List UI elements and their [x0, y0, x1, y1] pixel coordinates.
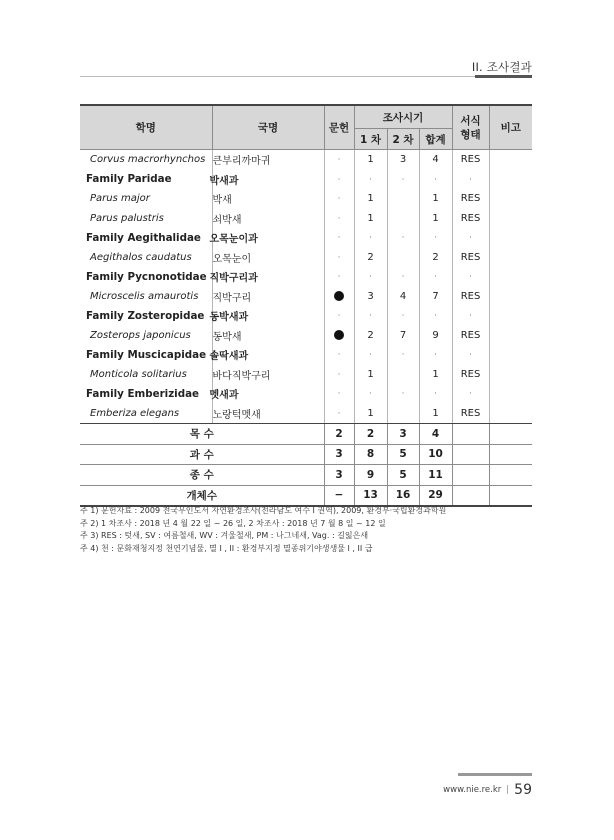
korean-name-cell [209, 267, 324, 287]
survey1-cell [354, 326, 387, 346]
scientific-name-cell [80, 248, 212, 268]
total-cell [419, 189, 452, 209]
total-cell-text: · [434, 311, 437, 322]
scientific-name-cell-text: Aegithalos caudatus [90, 251, 192, 263]
habitat-cell [452, 404, 489, 424]
korean-name-cell-text: 멧새과 [209, 390, 239, 402]
survey2-cell-text: 7 [399, 329, 407, 341]
total-cell [419, 306, 452, 326]
survey1-cell [354, 384, 387, 404]
habitat-cell [452, 209, 489, 229]
literature-cell-text: · [337, 155, 341, 166]
korean-name-cell [212, 326, 324, 346]
summary-total-cell: 11 [419, 465, 452, 486]
habitat-cell [452, 326, 489, 346]
footer-url: www.nie.re.kr [443, 785, 502, 795]
habitat-cell [452, 150, 489, 170]
total-cell [419, 326, 452, 346]
total-cell [419, 248, 452, 268]
korean-name-cell-text: 박새과 [209, 175, 239, 187]
habitat-cell-text: · [469, 350, 472, 361]
remarks-cell [489, 384, 532, 404]
survey2-cell [387, 209, 419, 229]
scientific-name-cell-text: Family Muscicapidae [86, 348, 207, 361]
total-cell-text: 7 [432, 290, 439, 302]
remarks-cell [489, 326, 532, 346]
total-cell [419, 170, 452, 190]
total-cell [419, 287, 452, 307]
total-cell [419, 404, 452, 424]
summary-label: 목 수 [80, 424, 324, 445]
note-line: 주 4) 천 : 문화재청지정 천연기념물, 멸 I , II : 환경부지정 멸종위기야생생물 I , II 급 [80, 543, 373, 553]
summary-lit-cell: − [324, 485, 354, 506]
header-habitat: 서식 형태 [452, 105, 489, 150]
scientific-name-cell-text: Corvus macrorhynchos [90, 154, 206, 166]
species-row [80, 287, 532, 307]
literature-cell-text: · [337, 272, 341, 283]
literature-cell [324, 365, 354, 385]
family-row [80, 228, 532, 248]
survey1-cell-text: 1 [367, 212, 374, 224]
literature-cell-text: · [337, 408, 341, 419]
remarks-cell [489, 345, 532, 365]
note-line: 주 3) RES : 텃새, SV : 여름철새, WV : 겨울철새, PM : 나그네새, Vag. : 길잃은새 [80, 531, 369, 540]
scientific-name-cell-text: Emberiza elegans [90, 407, 180, 419]
survey1-cell-text: 2 [367, 329, 374, 341]
total-cell-text: 2 [432, 251, 439, 263]
scientific-name-cell-text: Zosterops japonicus [90, 329, 191, 341]
survey1-cell [354, 189, 387, 209]
korean-name-cell [209, 306, 324, 326]
scientific-name-cell [80, 365, 212, 385]
survey2-cell-text: 3 [399, 154, 407, 166]
survey2-cell-text: · [401, 350, 405, 361]
survey1-cell [354, 287, 387, 307]
remarks-cell [489, 365, 532, 385]
habitat-cell-text: RES [460, 368, 481, 380]
survey1-cell-text: · [369, 174, 372, 185]
summary-total-cell: 10 [419, 444, 452, 465]
summary-lit-cell: 3 [324, 465, 354, 486]
summary-label: 개체수 [80, 485, 324, 506]
literature-cell [324, 326, 354, 346]
literature-cell [324, 267, 354, 287]
korean-name-cell-text: 큰부리까마귀 [212, 156, 271, 168]
habitat-cell-text: · [469, 174, 472, 185]
survey2-cell [387, 365, 419, 385]
total-cell [419, 384, 452, 404]
literature-cell-text: · [337, 350, 341, 361]
survey2-cell [387, 170, 419, 190]
family-row [80, 345, 532, 365]
survey1-cell [354, 248, 387, 268]
survey2-cell [387, 287, 419, 307]
korean-name-cell [209, 384, 324, 404]
habitat-cell-text: RES [460, 329, 481, 341]
korean-name-cell-text: 바다직박구리 [212, 370, 271, 382]
header-first-survey: 1 차 [354, 129, 387, 150]
remarks-cell [489, 150, 532, 170]
korean-name-cell-text: 직박구리 [212, 292, 252, 304]
footer-accent-bar [458, 773, 532, 776]
habitat-cell [452, 170, 489, 190]
total-cell-text: 1 [432, 407, 439, 419]
chapter-title: II. 조사결과 [471, 60, 532, 74]
survey1-cell-text: 1 [367, 407, 374, 419]
literature-record-marker [334, 330, 344, 340]
scientific-name-cell-text: Parus palustris [90, 212, 164, 224]
habitat-cell-text: · [469, 272, 472, 283]
literature-cell [324, 189, 354, 209]
survey1-cell-text: · [369, 233, 372, 244]
header-divider [80, 76, 532, 77]
header-survey-period: 조사시기 [354, 105, 452, 129]
species-rows [80, 150, 532, 424]
summary-s1-cell: 8 [354, 444, 387, 465]
summary-rows [80, 424, 532, 507]
species-row [80, 404, 532, 424]
korean-name-cell [212, 365, 324, 385]
page-number: 59 [514, 782, 532, 798]
korean-name-cell [209, 345, 324, 365]
habitat-cell [452, 306, 489, 326]
remarks-cell [489, 248, 532, 268]
korean-name-cell [212, 248, 324, 268]
korean-name-cell-text: 동박새 [212, 331, 242, 343]
total-cell-text: 1 [432, 193, 439, 205]
species-row [80, 189, 532, 209]
summary-note-cell [489, 485, 532, 506]
summary-note-cell [489, 424, 532, 445]
species-row [80, 209, 532, 229]
page-footer: www.nie.re.kr | 59 [443, 782, 532, 798]
survey2-cell [387, 189, 419, 209]
total-cell-text: · [434, 272, 437, 283]
total-cell [419, 228, 452, 248]
habitat-cell-text: · [469, 311, 472, 322]
summary-s2-cell: 3 [387, 424, 419, 445]
literature-cell-text: · [337, 174, 341, 185]
korean-name-cell [209, 228, 324, 248]
summary-habitat-cell [452, 424, 489, 445]
total-cell-text: 4 [432, 154, 439, 166]
bird-survey-table [80, 104, 532, 507]
survey1-cell [354, 267, 387, 287]
summary-total-cell: 4 [419, 424, 452, 445]
total-cell-text: 9 [432, 329, 439, 341]
table-notes [80, 505, 446, 555]
korean-name-cell-text: 오목눈이과 [209, 234, 258, 246]
habitat-cell-text: RES [460, 212, 481, 224]
total-cell [419, 209, 452, 229]
header-total: 합계 [419, 129, 452, 150]
survey1-cell-text: 3 [367, 290, 374, 302]
survey1-cell [354, 150, 387, 170]
total-cell-text: 1 [432, 368, 439, 380]
scientific-name-cell [80, 150, 212, 170]
scientific-name-cell [80, 228, 212, 248]
literature-cell [324, 150, 354, 170]
summary-s1-cell: 13 [354, 485, 387, 506]
summary-row [80, 444, 532, 465]
scientific-name-cell [80, 170, 212, 190]
habitat-cell [452, 189, 489, 209]
summary-s2-cell: 16 [387, 485, 419, 506]
total-cell-text: · [434, 174, 437, 185]
survey1-cell-text: 2 [367, 251, 374, 263]
total-cell-text: · [434, 233, 437, 244]
note-line: 주 2) 1 차조사 : 2018 년 4 월 22 일 ~ 26 일, 2 차조사 : 2018 년 7 월 8 일 ~ 12 일 [80, 518, 386, 528]
scientific-name-cell [80, 287, 212, 307]
summary-s1-cell: 9 [354, 465, 387, 486]
literature-cell [324, 345, 354, 365]
habitat-cell-text: RES [460, 290, 481, 302]
species-row [80, 365, 532, 385]
habitat-cell-text: RES [460, 407, 481, 419]
scientific-name-cell [80, 326, 212, 346]
scientific-name-cell-text: Family Aegithalidae [86, 231, 201, 244]
korean-name-cell [212, 150, 324, 170]
summary-note-cell [489, 465, 532, 486]
survey2-cell [387, 228, 419, 248]
scientific-name-cell-text: Monticola solitarius [90, 368, 187, 380]
survey2-cell-text: · [401, 233, 405, 244]
korean-name-cell-text: 오목눈이 [212, 253, 252, 265]
survey1-cell [354, 209, 387, 229]
habitat-cell-text: · [469, 389, 472, 400]
survey1-cell-text: 1 [367, 368, 374, 380]
family-row [80, 170, 532, 190]
remarks-cell [489, 404, 532, 424]
korean-name-cell [212, 209, 324, 229]
korean-name-cell-text: 직박구리과 [209, 273, 258, 285]
summary-s2-cell: 5 [387, 444, 419, 465]
survey2-cell-text: · [401, 272, 405, 283]
survey2-cell [387, 326, 419, 346]
header-second-survey: 2 차 [387, 129, 419, 150]
note-line: 주 1) 문헌자료 : 2009 전국무인도서 자연환경조사(전라남도 여수 I 권역), 2009, 환경부·국립환경과학원 [80, 506, 447, 515]
habitat-cell [452, 267, 489, 287]
family-row [80, 306, 532, 326]
literature-cell-text: · [337, 233, 341, 244]
scientific-name-cell [80, 189, 212, 209]
family-row [80, 384, 532, 404]
literature-cell [324, 248, 354, 268]
survey2-cell [387, 404, 419, 424]
survey1-cell [354, 170, 387, 190]
survey2-cell [387, 306, 419, 326]
header-korean-name: 국명 [212, 105, 324, 150]
summary-habitat-cell [452, 485, 489, 506]
total-cell [419, 150, 452, 170]
scientific-name-cell-text: Family Emberizidae [86, 387, 200, 400]
survey1-cell-text: · [369, 311, 372, 322]
survey2-cell-text: · [401, 389, 405, 400]
scientific-name-cell [80, 404, 212, 424]
survey1-cell-text: · [369, 389, 372, 400]
header-accent-bar [475, 75, 532, 78]
summary-s1-cell: 2 [354, 424, 387, 445]
literature-cell [324, 228, 354, 248]
scientific-name-cell [80, 345, 212, 365]
korean-name-cell-text: 솔딱새과 [209, 351, 249, 363]
literature-cell [324, 404, 354, 424]
survey2-cell [387, 384, 419, 404]
korean-name-cell [212, 189, 324, 209]
remarks-cell [489, 267, 532, 287]
summary-habitat-cell [452, 444, 489, 465]
survey2-cell-text: · [401, 311, 405, 322]
survey2-cell-text: 4 [399, 290, 407, 302]
habitat-cell [452, 228, 489, 248]
remarks-cell [489, 287, 532, 307]
literature-cell [324, 287, 354, 307]
literature-cell [324, 306, 354, 326]
habitat-cell [452, 384, 489, 404]
survey1-cell-text: 1 [367, 193, 374, 205]
literature-cell-text: · [337, 252, 341, 263]
survey2-cell [387, 248, 419, 268]
family-row [80, 267, 532, 287]
scientific-name-cell [80, 209, 212, 229]
survey1-cell [354, 404, 387, 424]
species-row [80, 150, 532, 170]
survey1-cell [354, 345, 387, 365]
summary-note-cell [489, 444, 532, 465]
header-literature: 문헌 [324, 105, 354, 150]
scientific-name-cell [80, 384, 212, 404]
survey1-cell-text: 1 [367, 154, 374, 166]
remarks-cell [489, 189, 532, 209]
korean-name-cell [209, 170, 324, 190]
scientific-name-cell [80, 306, 212, 326]
literature-record-marker [334, 291, 344, 301]
remarks-cell [489, 306, 532, 326]
scientific-name-cell-text: Family Paridae [86, 173, 172, 186]
habitat-cell [452, 345, 489, 365]
literature-cell [324, 384, 354, 404]
survey1-cell [354, 365, 387, 385]
species-row [80, 248, 532, 268]
survey1-cell-text: · [369, 272, 372, 283]
korean-name-cell-text: 노랑턱멧새 [212, 409, 261, 421]
literature-cell-text: · [337, 194, 341, 205]
remarks-cell [489, 170, 532, 190]
habitat-cell [452, 287, 489, 307]
korean-name-cell [212, 287, 324, 307]
summary-lit-cell: 3 [324, 444, 354, 465]
habitat-cell-text: RES [460, 251, 481, 263]
survey1-cell-text: · [369, 350, 372, 361]
scientific-name-cell-text: Family Pycnonotidae [86, 270, 207, 283]
survey1-cell [354, 306, 387, 326]
summary-lit-cell: 2 [324, 424, 354, 445]
habitat-cell [452, 248, 489, 268]
survey2-cell [387, 267, 419, 287]
korean-name-cell [212, 404, 324, 424]
summary-label: 종 수 [80, 465, 324, 486]
scientific-name-cell-text: Microscelis amaurotis [90, 290, 199, 302]
total-cell [419, 345, 452, 365]
total-cell-text: · [434, 389, 437, 400]
habitat-cell-text: · [469, 233, 472, 244]
total-cell-text: · [434, 350, 437, 361]
scientific-name-cell-text: Family Zosteropidae [86, 309, 205, 322]
scientific-name-cell-text: Parus major [90, 193, 150, 205]
summary-total-cell: 29 [419, 485, 452, 506]
scientific-name-cell [80, 267, 212, 287]
remarks-cell [489, 228, 532, 248]
total-cell-text: 1 [432, 212, 439, 224]
habitat-cell [452, 365, 489, 385]
habitat-cell-text: RES [460, 193, 481, 205]
literature-cell-text: · [337, 213, 341, 224]
survey2-cell [387, 150, 419, 170]
summary-label: 과 수 [80, 444, 324, 465]
literature-cell [324, 209, 354, 229]
survey2-cell-text: · [401, 174, 405, 185]
korean-name-cell-text: 쇠박새 [212, 214, 242, 226]
summary-row [80, 424, 532, 445]
summary-habitat-cell [452, 465, 489, 486]
total-cell [419, 267, 452, 287]
remarks-cell [489, 209, 532, 229]
literature-cell [324, 170, 354, 190]
summary-row [80, 465, 532, 486]
habitat-cell-text: RES [460, 154, 481, 166]
literature-cell-text: · [337, 369, 341, 380]
header-scientific-name: 학명 [80, 105, 212, 150]
species-row [80, 326, 532, 346]
summary-s2-cell: 5 [387, 465, 419, 486]
literature-cell-text: · [337, 311, 341, 322]
korean-name-cell-text: 동박새과 [209, 312, 249, 324]
survey1-cell [354, 228, 387, 248]
literature-cell-text: · [337, 389, 341, 400]
survey2-cell [387, 345, 419, 365]
summary-row [80, 485, 532, 506]
total-cell [419, 365, 452, 385]
header-remarks: 비고 [489, 105, 532, 150]
korean-name-cell-text: 박새 [212, 195, 232, 207]
